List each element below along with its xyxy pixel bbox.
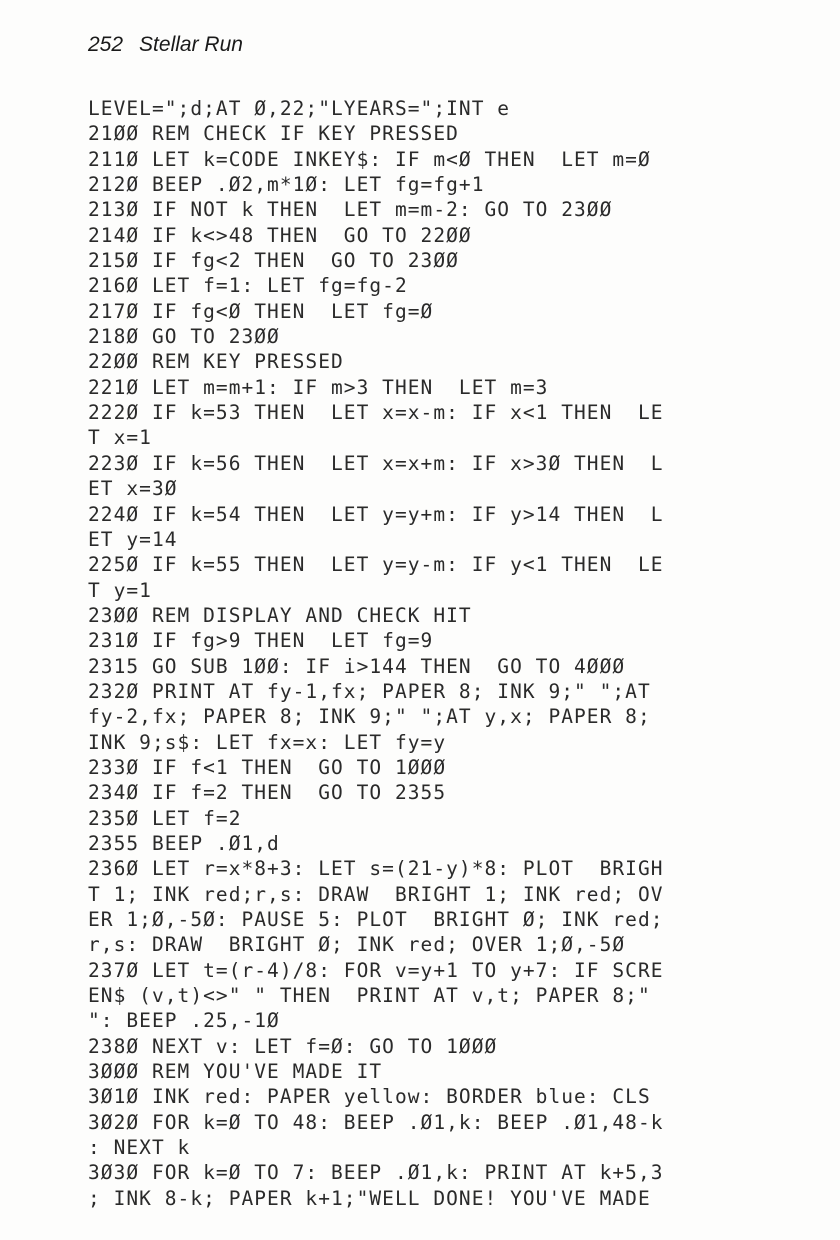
code-line: fy-2,fx; PAPER 8; INK 9;" ";AT y,x; PAPER 8; <box>88 705 651 729</box>
code-line: 2355 BEEP .Ø1,d <box>88 831 280 855</box>
code-line: 225Ø IF k=55 THEN LET y=y-m: IF y<1 THEN LE <box>88 553 664 577</box>
code-line: 216Ø LET f=1: LET fg=fg-2 <box>88 274 408 298</box>
code-line: T x=1 <box>88 426 152 450</box>
code-line: 232Ø PRINT AT fy-1,fx; PAPER 8; INK 9;" ";AT <box>88 679 651 703</box>
code-line: 2315 GO SUB 1ØØ: IF i>144 THEN GO TO 4ØØØ <box>88 654 626 678</box>
code-line: T 1; INK red;r,s: DRAW BRIGHT 1; INK red; OV <box>88 882 664 906</box>
code-line: ; INK 8-k; PAPER k+1;"WELL DONE! YOU'VE MADE <box>88 1186 651 1210</box>
book-title: Stellar Run <box>139 33 243 56</box>
code-line: 214Ø IF k<>48 THEN GO TO 22ØØ <box>88 223 472 247</box>
code-line: 3Ø3Ø FOR k=Ø TO 7: BEEP .Ø1,k: PRINT AT k+5,3 <box>88 1161 664 1185</box>
code-line: 215Ø IF fg<2 THEN GO TO 23ØØ <box>88 249 459 273</box>
code-line: 233Ø IF f<1 THEN GO TO 1ØØØ <box>88 755 447 779</box>
code-line: 223Ø IF k=56 THEN LET x=x+m: IF x>3Ø THEN L <box>88 451 664 475</box>
code-line: 218Ø GO TO 23ØØ <box>88 325 280 349</box>
page-number: 252 <box>88 33 124 56</box>
code-line: 212Ø BEEP .Ø2,m*1Ø: LET fg=fg+1 <box>88 173 485 197</box>
page-header <box>88 33 243 57</box>
code-line: INK 9;s$: LET fx=x: LET fy=y <box>88 730 447 754</box>
code-line: ET y=14 <box>88 527 178 551</box>
code-line: ER 1;Ø,-5Ø: PAUSE 5: PLOT BRIGHT Ø; INK red; <box>88 908 664 931</box>
code-line: 237Ø LET t=(r-4)/8: FOR v=y+1 TO y+7: IF SCRE <box>88 958 664 982</box>
code-line: r,s: DRAW BRIGHT Ø; INK red; OVER 1;Ø,-5Ø <box>88 933 626 957</box>
code-line: EN$ (v,t)<>" " THEN PRINT AT v,t; PAPER 8;" <box>88 984 651 1008</box>
code-line: : NEXT k <box>88 1136 191 1160</box>
code-line: 211Ø LET k=CODE INKEY$: IF m<Ø THEN LET m=Ø <box>88 147 651 171</box>
code-line: 213Ø IF NOT k THEN LET m=m-2: GO TO 23ØØ <box>88 198 613 222</box>
code-line: T y=1 <box>88 578 152 602</box>
code-line: 22ØØ REM KEY PRESSED <box>88 350 344 374</box>
code-listing <box>88 96 758 1211</box>
code-line: 234Ø IF f=2 THEN GO TO 2355 <box>88 781 447 805</box>
code-line: 238Ø NEXT v: LET f=Ø: GO TO 1ØØØ <box>88 1034 498 1058</box>
code-line: 224Ø IF k=54 THEN LET y=y+m: IF y>14 THEN L <box>88 502 664 526</box>
code-line: LEVEL=";d;AT Ø,22;"LYEARS=";INT e <box>88 97 511 120</box>
code-line: 236Ø LET r=x*8+3: LET s=(21-y)*8: PLOT BRIGH <box>88 857 664 881</box>
code-line: 3ØØØ REM YOU'VE MADE IT <box>88 1060 383 1084</box>
code-line: 21ØØ REM CHECK IF KEY PRESSED <box>88 122 459 146</box>
code-line: 217Ø IF fg<Ø THEN LET fg=Ø <box>88 299 434 323</box>
code-line: ET x=3Ø <box>88 477 178 501</box>
code-line: 235Ø LET f=2 <box>88 806 242 830</box>
code-line: 3Ø1Ø INK red: PAPER yellow: BORDER blue: CLS <box>88 1085 651 1109</box>
code-line: 221Ø LET m=m+1: IF m>3 THEN LET m=3 <box>88 375 549 399</box>
code-line: 222Ø IF k=53 THEN LET x=x-m: IF x<1 THEN LE <box>88 401 664 425</box>
code-line: 231Ø IF fg>9 THEN LET fg=9 <box>88 629 434 653</box>
code-line: 23ØØ REM DISPLAY AND CHECK HIT <box>88 603 472 627</box>
code-line: ": BEEP .25,-1Ø <box>88 1009 280 1033</box>
code-line: 3Ø2Ø FOR k=Ø TO 48: BEEP .Ø1,k: BEEP .Ø1,48-k <box>88 1110 664 1134</box>
